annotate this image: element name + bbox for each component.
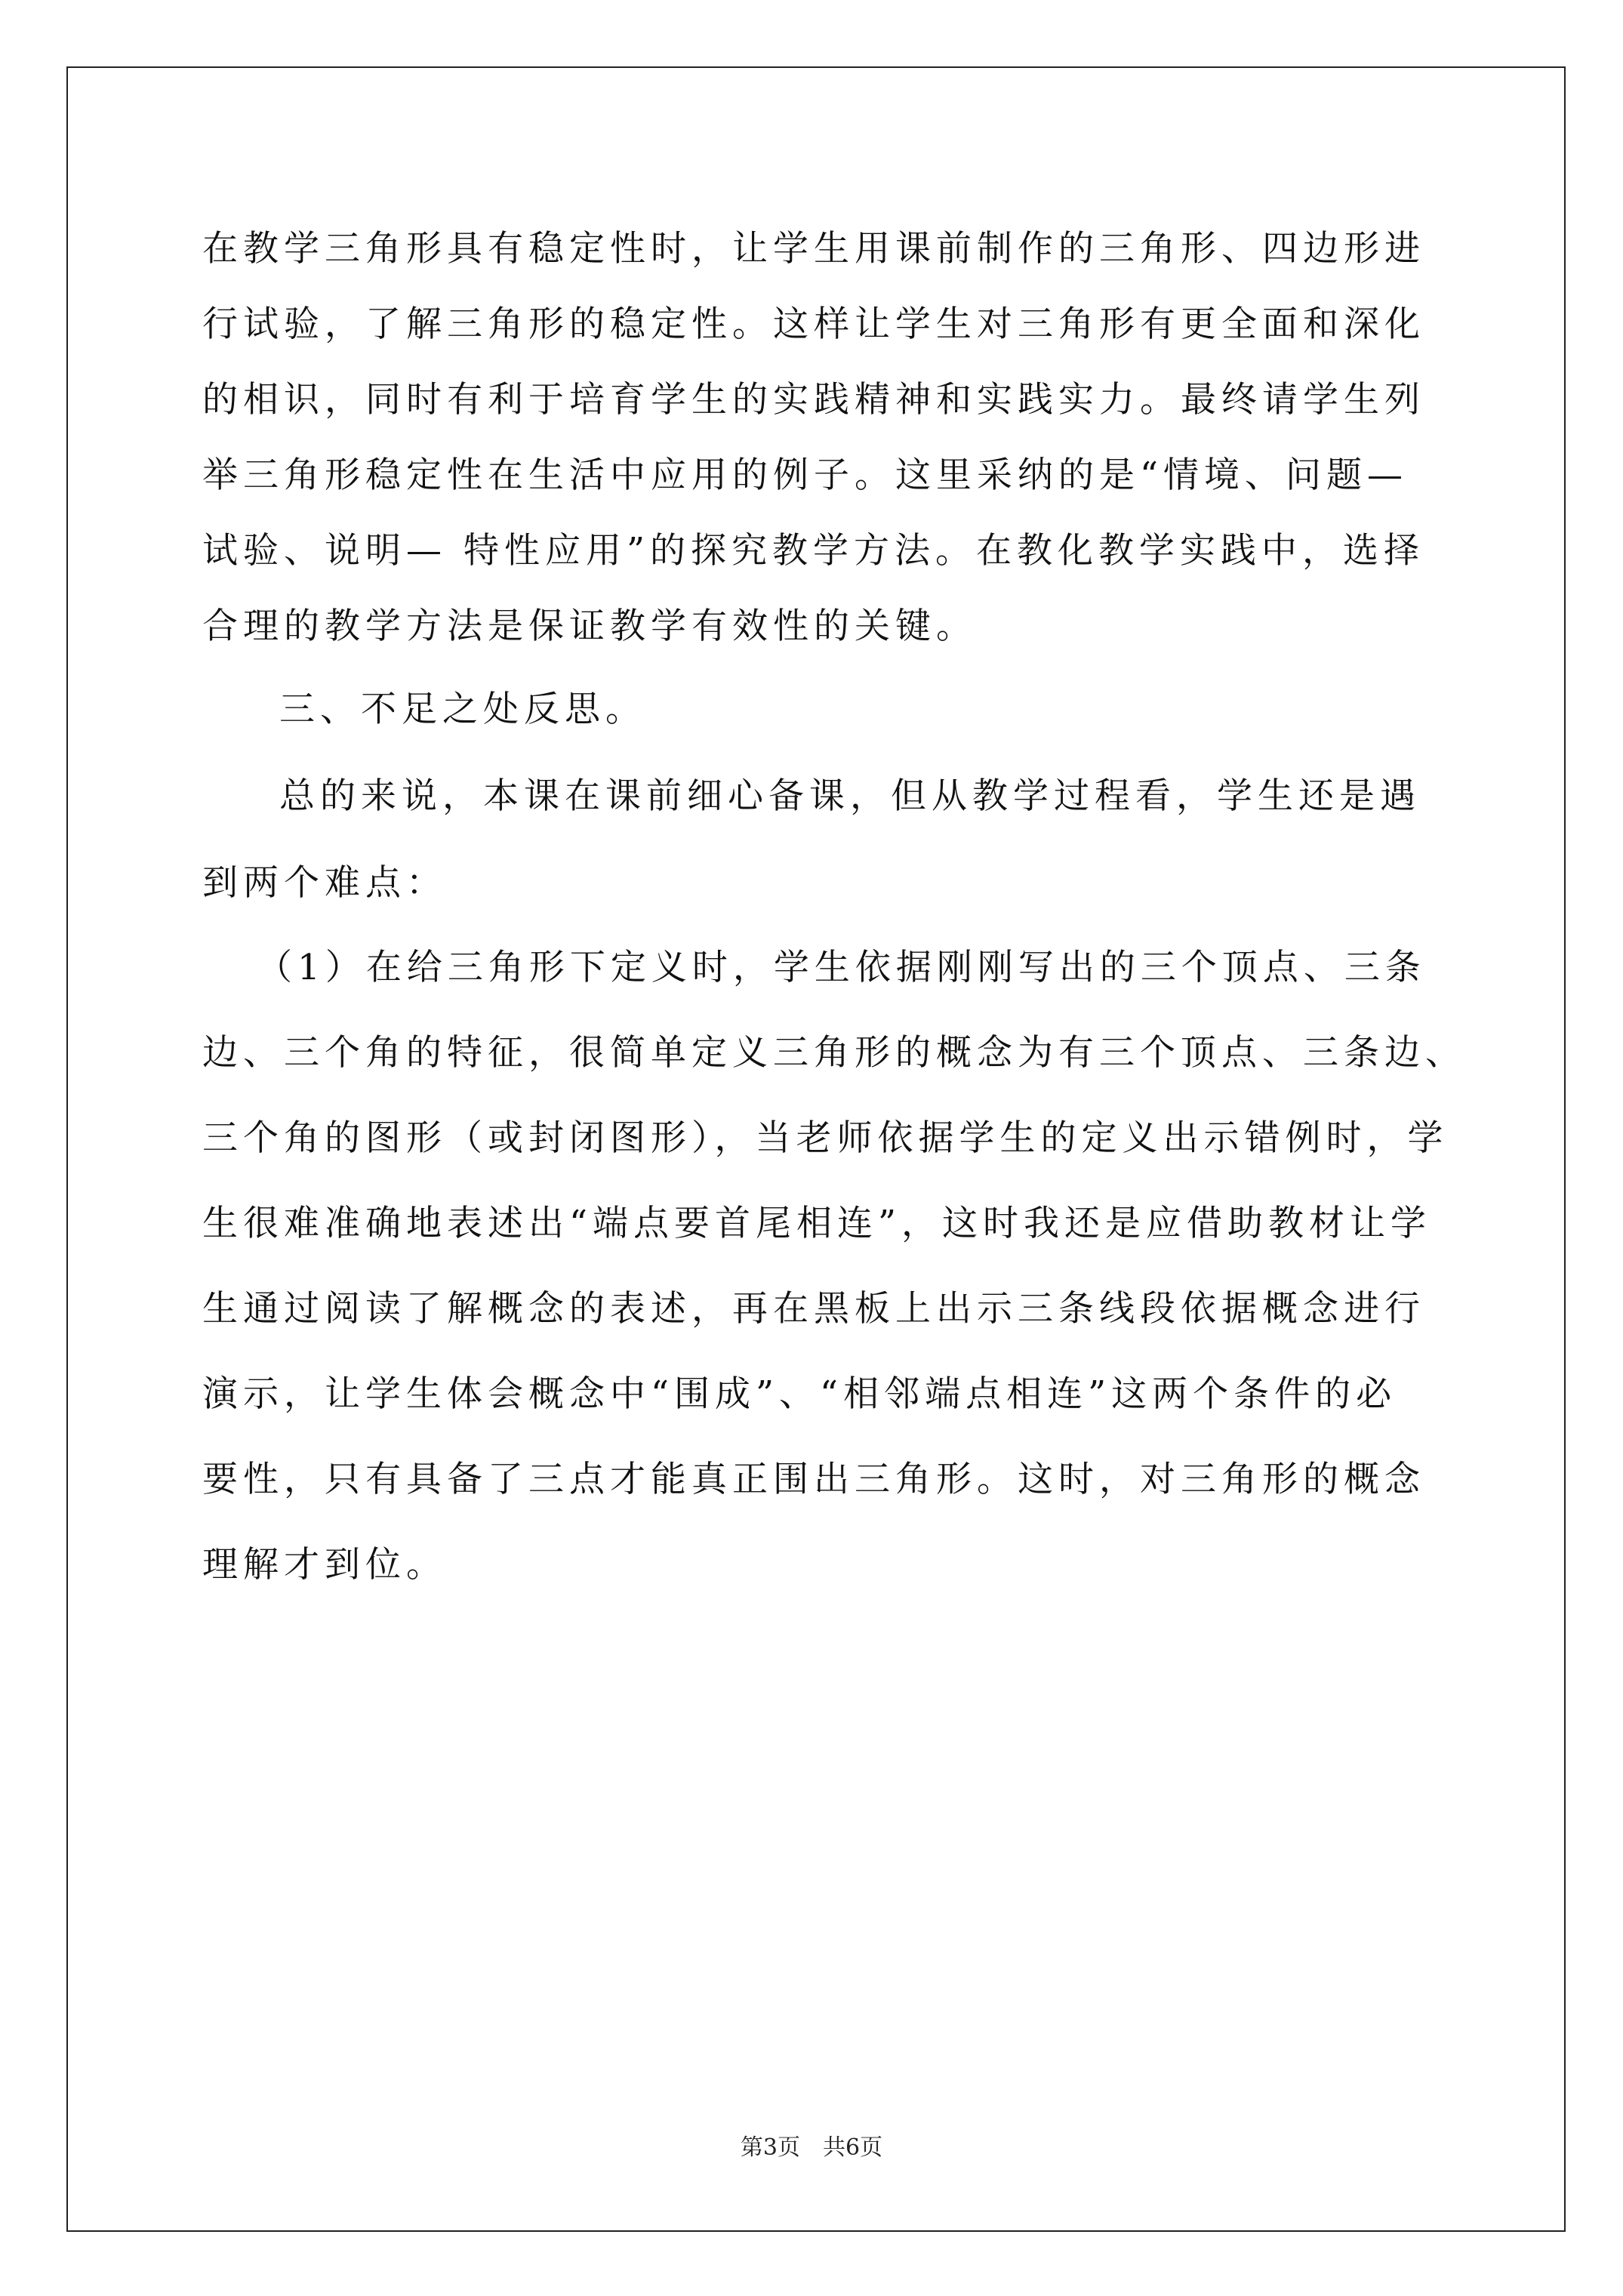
body-line-2: 行试验，了解三角形的稳定性。这样让学生对三角形有更全面和深化	[202, 304, 1425, 345]
body-line-14: 生通过阅读了解概念的表述，再在黑板上出示三条线段依据概念进行	[202, 1288, 1425, 1330]
body-line-15: 演示，让学生体会概念中“围成”、“相邻端点相连”这两个条件的必	[202, 1373, 1397, 1415]
body-line-5: 试验、说明— 特性应用”的探究教学方法。在教化教学实践中，选择	[202, 530, 1424, 572]
page-number: 第3页 共6页	[740, 2134, 883, 2161]
body-line-9: 到两个难点：	[202, 862, 447, 904]
body-line-10: （1）在给三角形下定义时，学生依据刚刚写出的三个顶点、三条	[257, 947, 1426, 988]
body-line-17: 理解才到位。	[202, 1544, 447, 1586]
body-line-12: 三个角的图形（或封闭图形），当老师依据学生的定义出示错例时，学	[202, 1117, 1449, 1159]
body-line-11: 边、三个角的特征，很简单定义三角形的概念为有三个顶点、三条边、	[202, 1032, 1466, 1074]
body-line-3: 的相识，同时有利于培育学生的实践精神和实践实力。最终请学生列	[202, 379, 1425, 421]
body-line-13: 生很难准确地表述出“端点要首尾相连”，这时我还是应借助教材让学	[202, 1203, 1432, 1244]
body-line-4: 举三角形稳定性在生活中应用的例子。这里采纳的是“情境、问题—	[202, 455, 1409, 496]
section-heading: 三、不足之处反思。	[279, 689, 646, 730]
body-line-6: 合理的教学方法是保证教学有效性的关键。	[202, 606, 977, 647]
body-line-1: 在教学三角形具有稳定性时，让学生用课前制作的三角形、四边形进	[202, 228, 1425, 270]
body-line-16: 要性，只有具备了三点才能真正围出三角形。这时，对三角形的概念	[202, 1459, 1425, 1500]
body-line-8: 总的来说，本课在课前细心备课，但从教学过程看，学生还是遇	[279, 775, 1421, 817]
